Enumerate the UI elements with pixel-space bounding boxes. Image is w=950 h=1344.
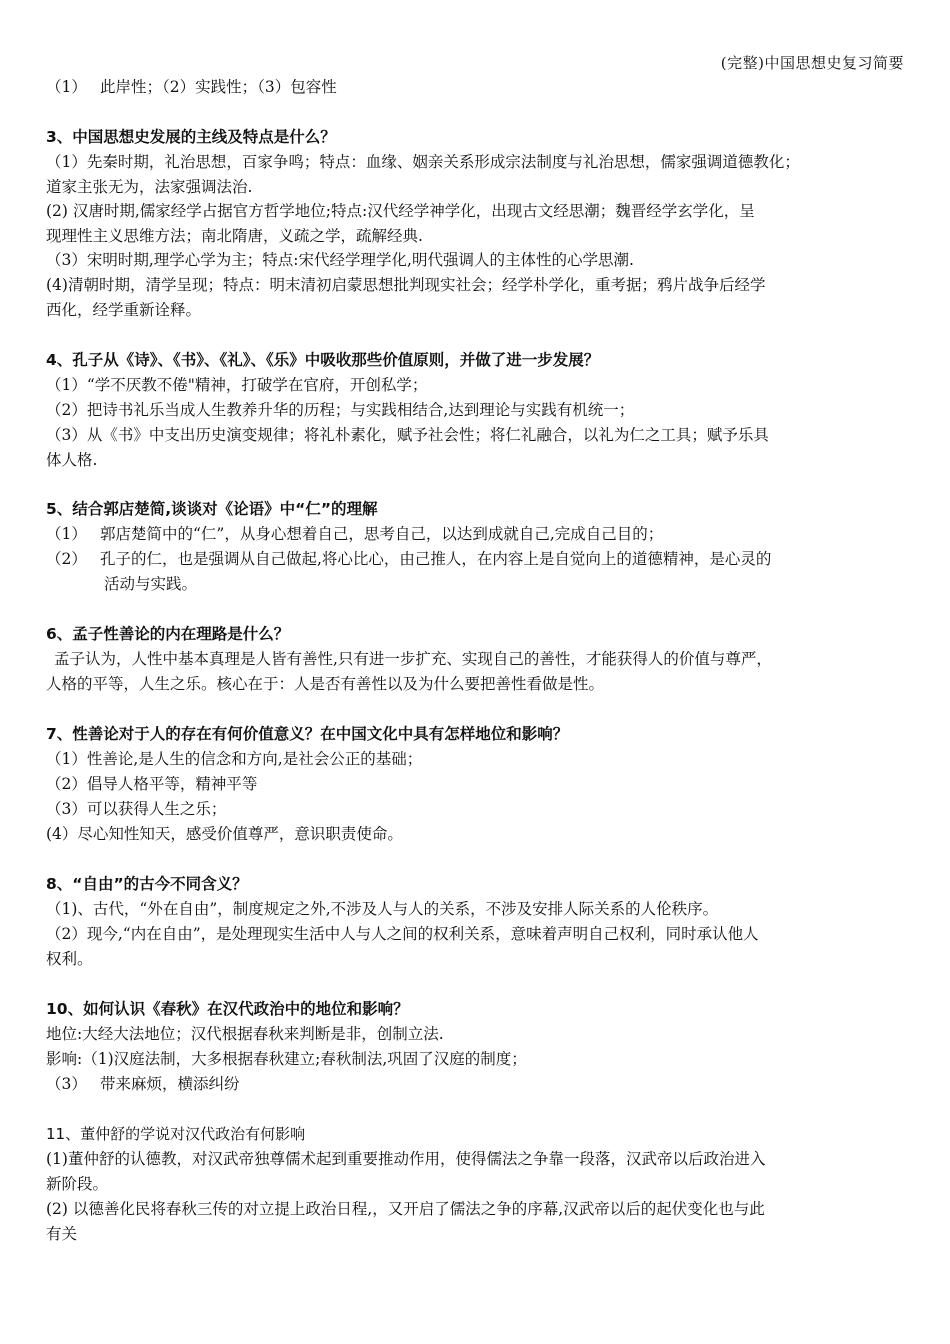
s5-line bbox=[46, 522, 663, 546]
s11-title: 11、董仲舒的学说对汉代政治有何影响 bbox=[46, 1125, 306, 1143]
s3-line: 现理性主义思维方法；南北隋唐，义疏之学，疏解经典. bbox=[46, 227, 423, 245]
s6-title: 6、孟子性善论的内在理路是什么？ bbox=[46, 625, 290, 643]
s5-text: 郭店楚简中的“仁”，从身心想着自己，思考自己，以达到成就自己,完成自己目的； bbox=[100, 525, 664, 543]
s8-line: 权利。 bbox=[46, 950, 93, 968]
s8-line: （2）现今,“内在自由”，是处理现实生活中人与人之间的权利关系，意味着声明自己权利，同时承认他人 bbox=[46, 925, 759, 943]
s8-line: （1)、古代，“外在自由”，制度规定之外,不涉及人与人的关系，不涉及安排人际关系的人伦秩序。 bbox=[46, 900, 719, 918]
page-header: (完整)中国思想史复习简要 bbox=[720, 54, 904, 72]
s3-line: (4)清朝时期，清学呈现；特点：明末清初启蒙思想批判现实社会；经学朴学化，重考据；鸦片战争后经学 bbox=[46, 276, 766, 294]
s4-title: 4、孔子从《诗》、《书》、《礼》、《乐》中吸收那些价值原则，并做了进一步发展？ bbox=[46, 351, 600, 369]
s5-text: 孔子的仁，也是强调从自己做起,将心比心，由己推人，在内容上是自觉向上的道德精神，是心灵的 bbox=[100, 550, 772, 568]
s3-line: 西化，经学重新诠释。 bbox=[46, 301, 202, 319]
s10-text: 带来麻烦，横添纠纷 bbox=[100, 1075, 240, 1093]
s3-line: 道家主张无为，法家强调法治. bbox=[46, 178, 253, 196]
s11-line: 有关 bbox=[46, 1225, 78, 1243]
s6-line: 人格的平等，人生之乐。核心在于：人是否有善性以及为什么要把善性看做是性。 bbox=[46, 675, 605, 693]
s11-line: (2) 以德善化民将春秋三传的对立提上政治日程,，又开启了儒法之争的序幕,汉武帝以后的起伏变化也与此 bbox=[46, 1200, 765, 1218]
s11-line: 新阶段。 bbox=[46, 1175, 109, 1193]
s5-line bbox=[46, 547, 771, 571]
s4-line: 体人格. bbox=[46, 451, 98, 469]
s5-num: （2） bbox=[46, 550, 87, 568]
s5-line: 活动与实践。 bbox=[104, 575, 198, 593]
s7-title: 7、性善论对于人的存在有何价值意义？在中国文化中具有怎样地位和影响？ bbox=[46, 725, 569, 743]
s3-line: （1）先秦时期，礼治思想，百家争鸣；特点：血缘、姻亲关系形成宗法制度与礼治思想，儒家强调道德教化； bbox=[46, 153, 800, 171]
s4-line: （2）把诗书礼乐当成人生教养升华的历程；与实践相结合,达到理论与实践有机统一； bbox=[46, 401, 635, 419]
s4-line: （1）“学不厌教不倦"精神，打破学在官府，开创私学； bbox=[46, 376, 428, 394]
s11-line: (1)董仲舒的认德教，对汉武帝独尊儒术起到重要推动作用，使得儒法之争靠一段落，汉武帝以后政治进入 bbox=[46, 1150, 766, 1168]
s4-line: （3）从《书》中支出历史演变规律；将礼朴素化，赋予社会性；将仁礼融合，以礼为仁之工具；赋予乐具 bbox=[46, 426, 769, 444]
s3-title: 3、中国思想史发展的主线及特点是什么？ bbox=[46, 128, 336, 146]
s7-line: （3）可以获得人生之乐； bbox=[46, 800, 227, 818]
s6-line: 孟子认为，人性中基本真理是人皆有善性,只有进一步扩充、实现自己的善性，才能获得人的价值与尊严， bbox=[54, 650, 772, 668]
s10-line bbox=[46, 1072, 240, 1096]
s0-line bbox=[46, 75, 337, 99]
s0-num: （1） bbox=[46, 78, 87, 96]
s5-num: （1） bbox=[46, 525, 87, 543]
s7-line: （2）倡导人格平等，精神平等 bbox=[46, 775, 258, 793]
s5-title: 5、结合郭店楚简,谈谈对《论语》中“仁”的理解 bbox=[46, 500, 378, 518]
s10-line: 影响:（1)汉庭法制，大多根据春秋建立;春秋制法,巩固了汉庭的制度； bbox=[46, 1050, 527, 1068]
s10-title: 10、如何认识《春秋》在汉代政治中的地位和影响？ bbox=[46, 1000, 409, 1018]
s8-title: 8、“自由”的古今不同含义？ bbox=[46, 875, 248, 893]
s0-text: 此岸性；（2）实践性；（3）包容性 bbox=[100, 78, 337, 96]
s7-line: (4）尽心知性知天，感受价值尊严，意识职责使命。 bbox=[46, 825, 403, 843]
s10-line: 地位:大经大法地位；汉代根据春秋来判断是非，创制立法. bbox=[46, 1025, 444, 1043]
s7-line: （1）性善论,是人生的信念和方向,是社会公正的基础； bbox=[46, 750, 423, 768]
s3-line: (2) 汉唐时期,儒家经学占据官方哲学地位;特点:汉代经学神学化，出现古文经思潮；魏晋经学玄学化，呈 bbox=[46, 202, 755, 220]
s10-num: （3） bbox=[46, 1075, 87, 1093]
s3-line: （3）宋明时期,理学心学为主；特点:宋代经学理学化,明代强调人的主体性的心学思潮. bbox=[46, 251, 634, 269]
